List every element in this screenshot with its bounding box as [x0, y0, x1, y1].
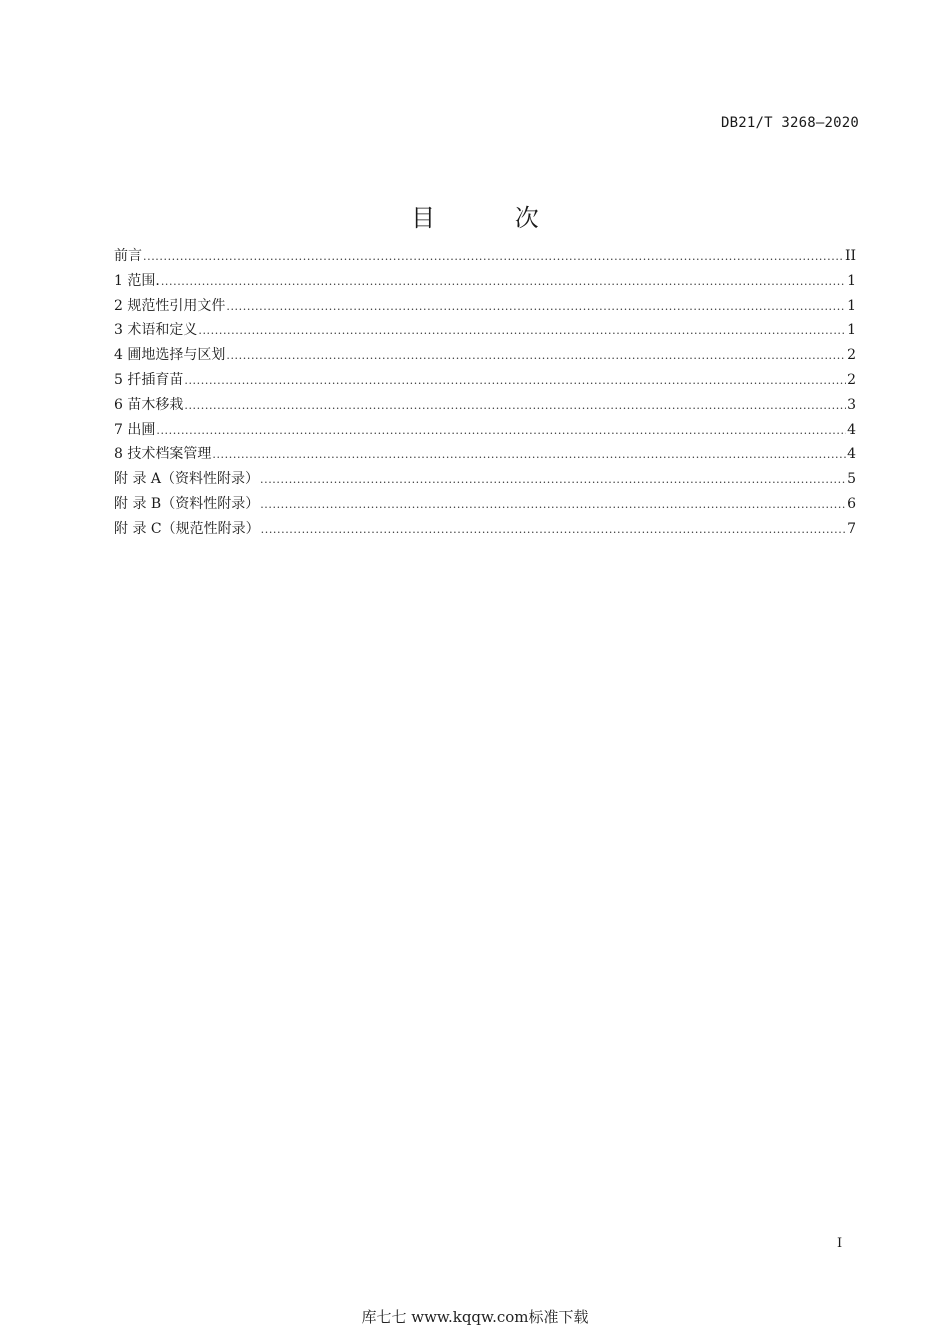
table-of-contents — [114, 244, 856, 542]
toc-entry-label: 5 扦插育苗 — [114, 371, 184, 388]
toc-entry-page: 1 — [847, 272, 856, 289]
toc-entry-page: 4 — [847, 421, 856, 438]
toc-entry-page: 4 — [847, 446, 856, 463]
toc-leader-dots — [184, 394, 846, 419]
toc-leader-dots — [156, 419, 846, 444]
toc-entry-label: 附 录 B（资料性附录） — [114, 495, 260, 512]
toc-entry-page: 1 — [847, 322, 856, 339]
toc-leader-dots — [143, 245, 844, 270]
toc-entry-label: 6 苗木移栽 — [114, 396, 184, 413]
toc-entry-page: 7 — [847, 520, 856, 537]
toc-entry-label: 8 技术档案管理 — [114, 446, 212, 463]
toc-entry-page: 6 — [847, 495, 856, 512]
toc-entry-transplanting[interactable] — [114, 393, 856, 418]
toc-leader-dots — [226, 295, 846, 320]
toc-entry-page: 3 — [847, 396, 856, 413]
toc-entry-label: 1 范围. — [114, 272, 160, 289]
toc-entry-terms-definitions[interactable] — [114, 318, 856, 343]
toc-leader-dots — [198, 319, 846, 344]
toc-entry-label: 附 录 A（资料性附录） — [114, 471, 260, 488]
toc-leader-dots — [260, 468, 846, 493]
toc-leader-dots — [260, 493, 846, 518]
toc-entry-nursery-exit[interactable] — [114, 418, 856, 443]
toc-entry-label: 前言 — [114, 248, 142, 264]
toc-entry-normative-references[interactable] — [114, 294, 856, 319]
toc-entry-label: 2 规范性引用文件 — [114, 297, 226, 314]
toc-entry-page: 2 — [847, 347, 856, 364]
toc-entry-page: II — [844, 248, 856, 264]
toc-leader-dots — [226, 344, 846, 369]
toc-leader-dots — [184, 369, 846, 394]
toc-leader-dots — [261, 518, 846, 543]
toc-entry-page: 5 — [847, 471, 856, 488]
toc-entry-site-selection[interactable] — [114, 343, 856, 368]
toc-entry-appendix-c[interactable] — [114, 517, 856, 542]
toc-entry-label: 7 出圃 — [114, 421, 156, 438]
toc-title: 目 次 — [411, 204, 575, 232]
toc-entry-appendix-a[interactable] — [114, 467, 856, 492]
toc-entry-preface[interactable] — [114, 244, 856, 269]
page-number: I — [837, 1236, 843, 1251]
toc-entry-label: 4 圃地选择与区划 — [114, 347, 226, 364]
toc-entry-label: 3 术语和定义 — [114, 322, 198, 339]
footer-watermark: 库七七 www.kqqw.com标准下载 — [361, 1308, 589, 1326]
toc-entry-scope[interactable] — [114, 269, 856, 294]
toc-leader-dots — [161, 270, 846, 295]
toc-entry-page: 1 — [847, 297, 856, 314]
toc-entry-cutting-propagation[interactable] — [114, 368, 856, 393]
toc-entry-label: 附 录 C（规范性附录） — [114, 520, 260, 537]
toc-entry-appendix-b[interactable] — [114, 492, 856, 517]
document-code: DB21/T 3268—2020 — [720, 115, 859, 131]
toc-entry-page: 2 — [847, 371, 856, 388]
toc-entry-records-management[interactable] — [114, 442, 856, 467]
toc-leader-dots — [212, 443, 846, 468]
